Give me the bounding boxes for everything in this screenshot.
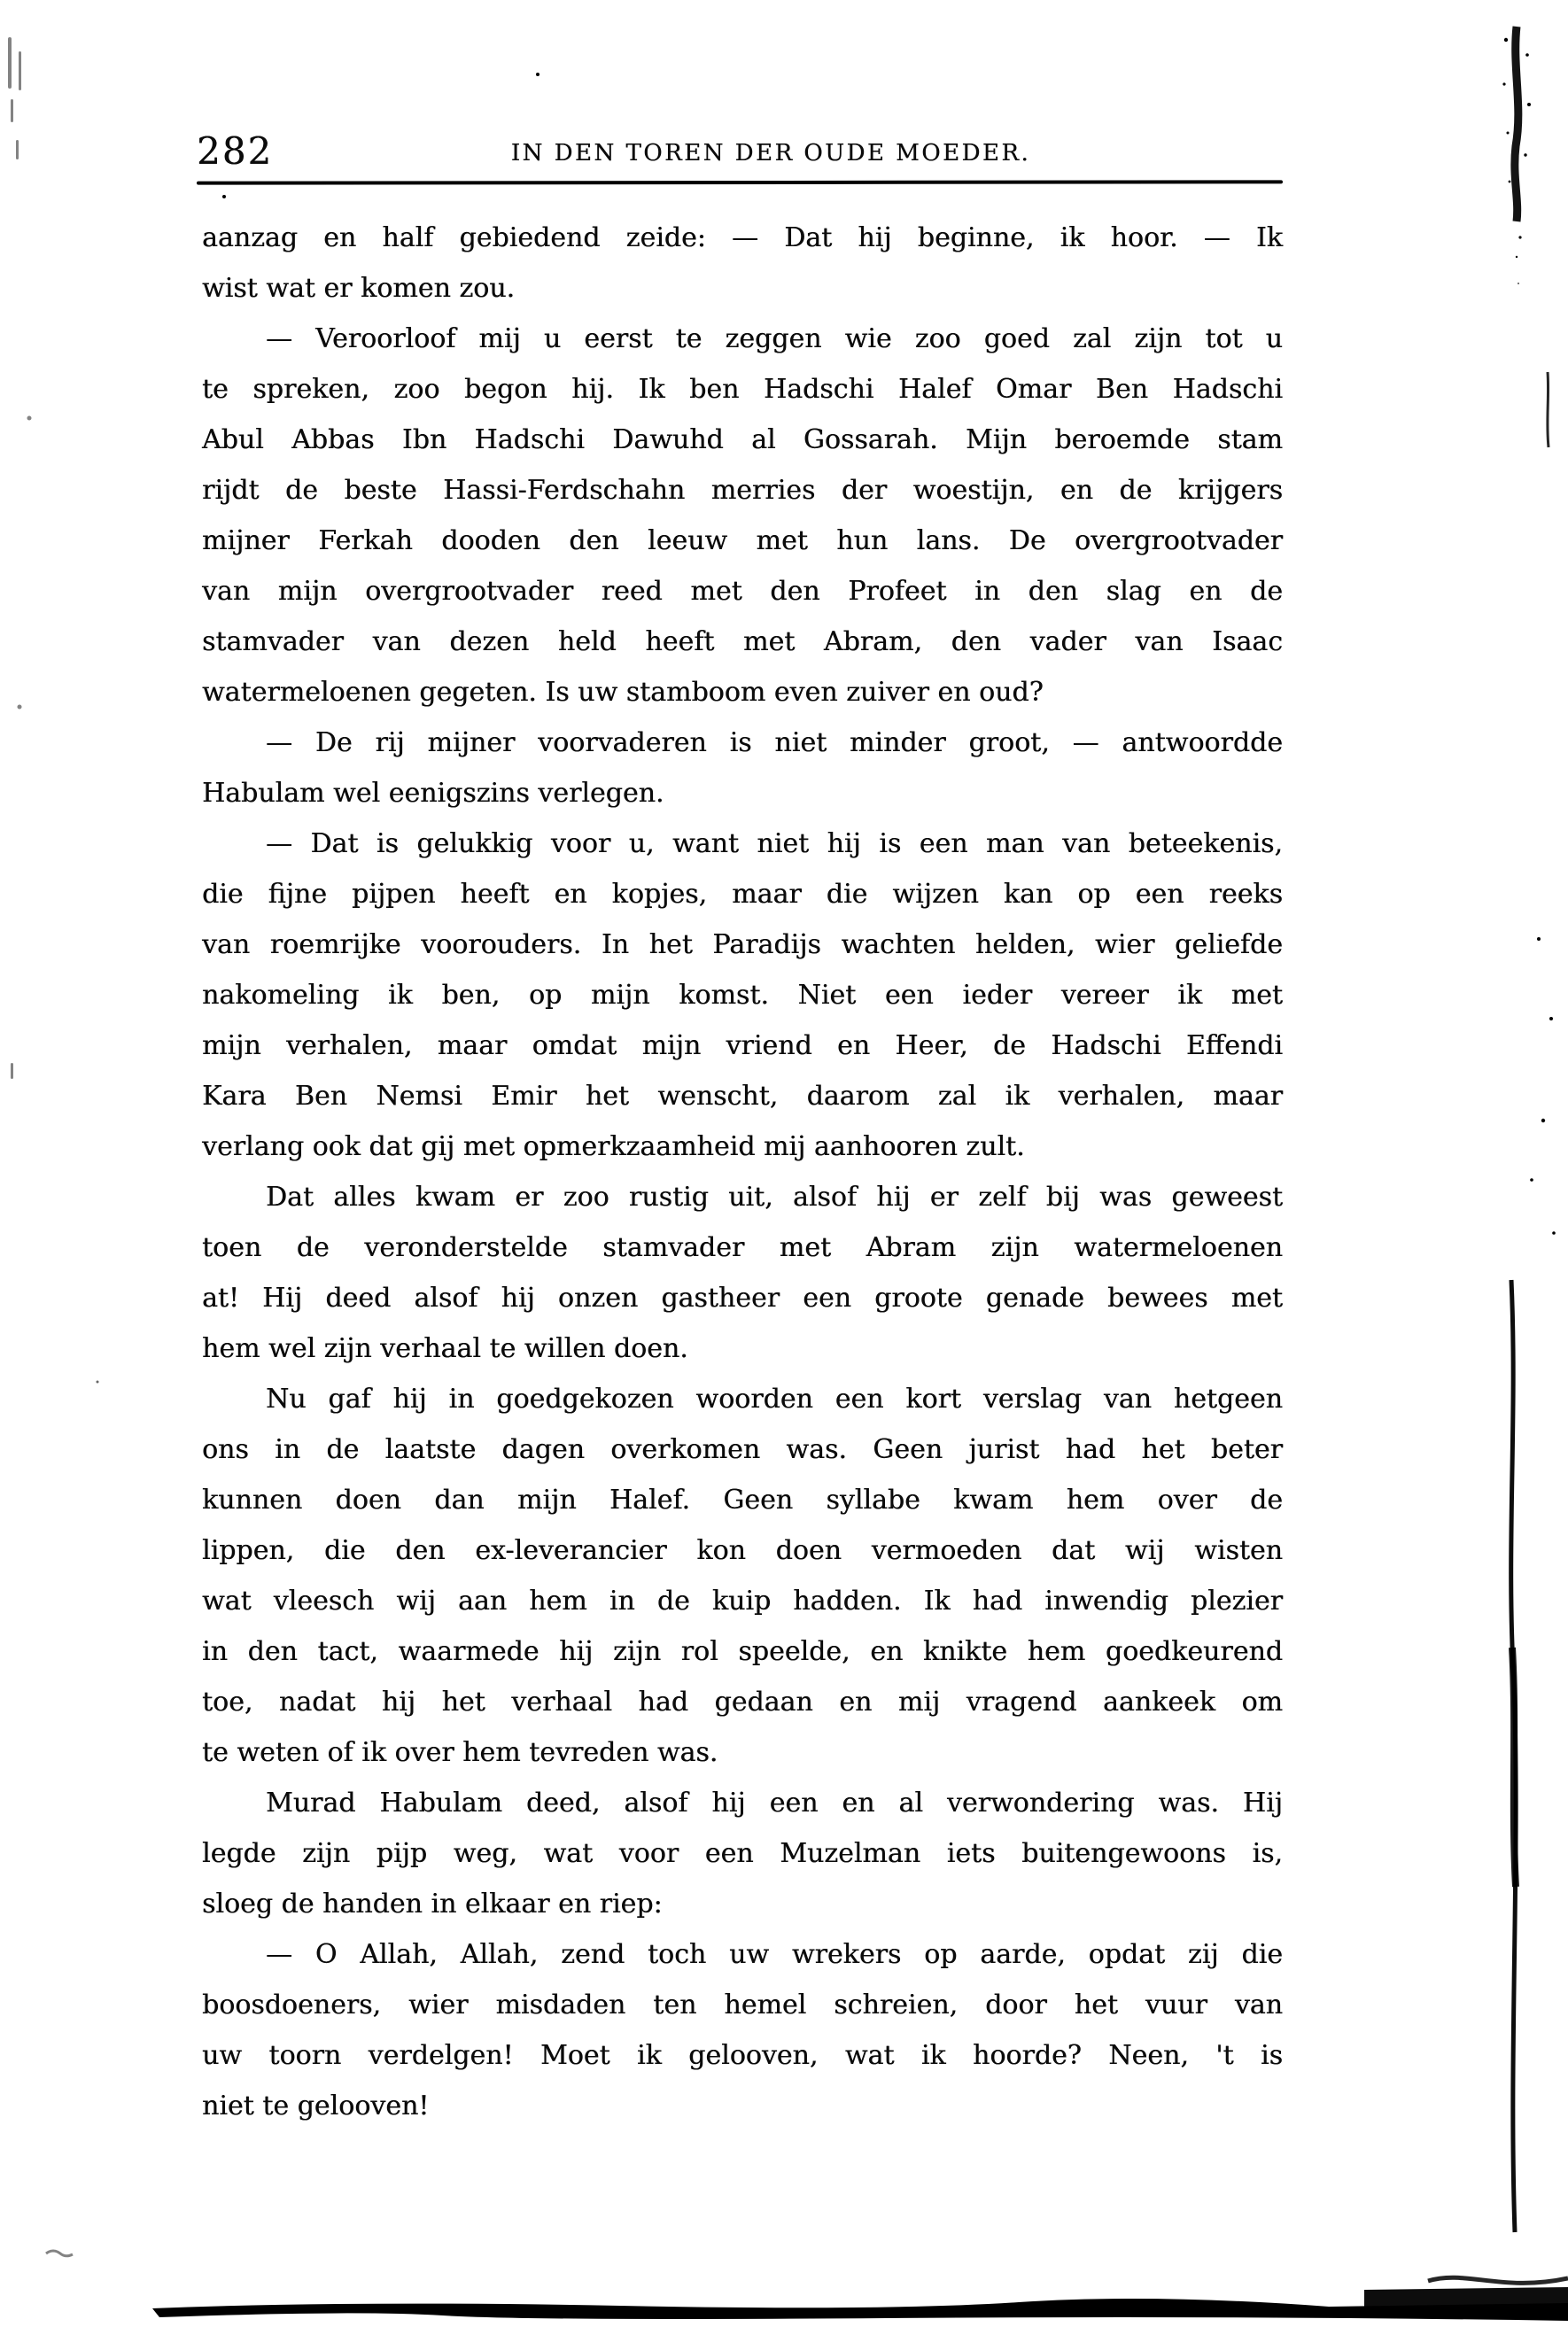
paragraph	[202, 1778, 1283, 1929]
text-line: die fijne pijpen heeft en kopjes, maar die wijzen kan op een reeks	[202, 879, 1283, 910]
text-line: watermeloenen gegeten. Is uw stamboom even zuiver en oud?	[202, 677, 1044, 708]
scan-marks-left-icon	[8, 37, 73, 2256]
text-line: mijner Ferkah dooden den leeuw met hun lans. De overgrootvader	[202, 525, 1283, 556]
text-line: in den tact, waarmede hij zijn rol speelde, en knikte hem goedkeurend	[202, 1636, 1283, 1667]
text-line: hem wel zijn verhaal te willen doen.	[202, 1333, 688, 1364]
text-line: Murad Habulam deed, alsof hij een en al verwondering was. Hij	[266, 1788, 1283, 1819]
paragraph	[202, 717, 1283, 818]
text-line: verlang ook dat gij met opmerkzaamheid mij aanhooren zult.	[202, 1131, 1025, 1162]
text-line: stamvader van dezen held heeft met Abram, den vader van Isaac	[202, 626, 1283, 657]
text-line: Dat alles kwam er zoo rustig uit, alsof hij er zelf bij was geweest	[266, 1182, 1283, 1213]
text-line: kunnen doen dan mijn Halef. Geen syllabe kwam hem over de	[202, 1485, 1283, 1516]
text-line: Kara Ben Nemsi Emir het wenscht, daarom zal ik verhalen, maar	[202, 1081, 1283, 1112]
text-line: toe, nadat hij het verhaal had gedaan en mij vragend aankeek om	[202, 1687, 1283, 1718]
header-rule	[197, 180, 1283, 184]
text-line: Habulam wel eenigszins verlegen.	[202, 778, 664, 809]
paragraph	[202, 213, 1283, 314]
text-line: ons in de laatste dagen overkomen was. Geen jurist had het beter	[202, 1434, 1283, 1465]
paragraph	[202, 1929, 1283, 2131]
body-text	[202, 213, 1283, 2131]
text-line: — O Allah, Allah, zend toch uw wrekers op aarde, opdat zij die	[266, 1939, 1283, 1970]
page-number: 282	[197, 129, 274, 173]
text-line: boosdoeners, wier misdaden ten hemel schreien, door het vuur van	[202, 1990, 1283, 2021]
text-line: legde zijn pijp weg, wat voor een Muzelman iets buitengewoons is,	[202, 1838, 1283, 1869]
text-line: at! Hij deed alsof hij onzen gastheer een groote genade bewees met	[202, 1283, 1283, 1314]
text-line: uw toorn verdelgen! Moet ik gelooven, wat ik hoorde? Neen, 't is	[202, 2040, 1283, 2071]
paragraph	[202, 1172, 1283, 1374]
text-line: Abul Abbas Ibn Hadschi Dawuhd al Gossarah. Mijn beroemde stam	[202, 424, 1283, 455]
text-line: te weten of ik over hem tevreden was.	[202, 1737, 718, 1768]
text-line: te spreken, zoo begon hij. Ik ben Hadschi Halef Omar Ben Hadschi	[202, 374, 1283, 405]
text-line: — Veroorloof mij u eerst te zeggen wie zoo goed zal zijn tot u	[266, 323, 1283, 354]
text-line: van roemrijke voorouders. In het Paradijs wachten helden, wier geliefde	[202, 929, 1283, 960]
text-line: rijdt de beste Hassi-Ferdschahn merries der woestijn, en de krijgers	[202, 475, 1283, 506]
text-line: lippen, die den ex-leverancier kon doen vermoeden dat wij wisten	[202, 1535, 1283, 1566]
text-line: — Dat is gelukkig voor u, want niet hij is een man van beteekenis,	[266, 828, 1283, 859]
text-line: Nu gaf hij in goedgekozen woorden een kort verslag van hetgeen	[266, 1384, 1283, 1415]
text-line: van mijn overgrootvader reed met den Profeet in den slag en de	[202, 576, 1283, 607]
paragraph	[202, 1374, 1283, 1778]
text-line: aanzag en half gebiedend zeide: — Dat hij beginne, ik hoor. — Ik	[202, 222, 1283, 253]
text-line: wist wat er komen zou.	[202, 273, 516, 304]
scan-line-right-edge-icon	[1428, 372, 1568, 2283]
running-title: IN DEN TOREN DER OUDE MOEDER.	[510, 140, 1031, 167]
scan-streak-top-right-icon	[1502, 27, 1531, 284]
text-line: nakomeling ik ben, op mijn komst. Niet een ieder vereer ik met	[202, 980, 1283, 1011]
text-line: niet te gelooven!	[202, 2090, 430, 2121]
paragraph	[202, 314, 1283, 717]
scan-band-bottom-icon	[152, 2287, 1568, 2321]
text-line: toen de veronderstelde stamvader met Abram zijn watermeloenen	[202, 1232, 1283, 1263]
text-line: — De rij mijner voorvaderen is niet minder groot, — antwoordde	[266, 727, 1283, 758]
text-line: sloeg de handen in elkaar en riep:	[202, 1889, 663, 1920]
paragraph	[202, 818, 1283, 1172]
text-line: mijn verhalen, maar omdat mijn vriend en Heer, de Hadschi Effendi	[202, 1030, 1283, 1061]
text-line: wat vleesch wij aan hem in de kuip hadden. Ik had inwendig plezier	[202, 1586, 1283, 1617]
